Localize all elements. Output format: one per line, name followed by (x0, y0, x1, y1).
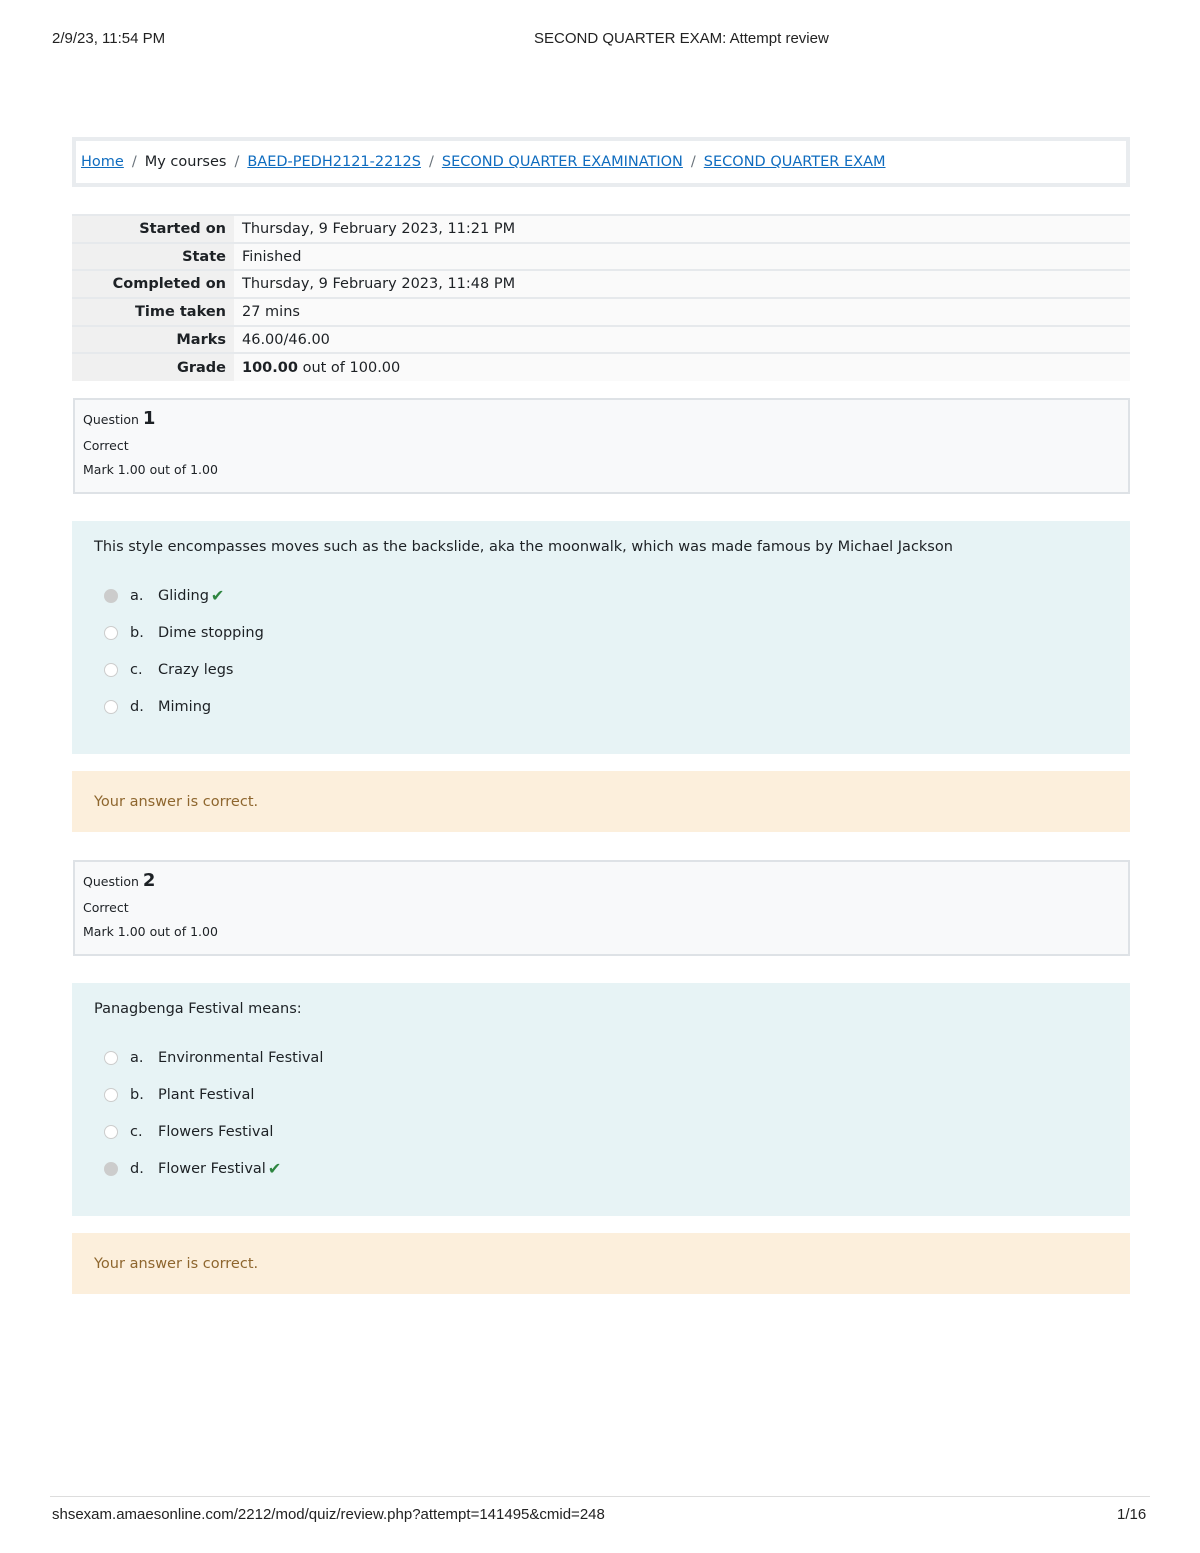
breadcrumb-course[interactable]: BAED-PEDH2121-2212S (247, 154, 421, 170)
answer-option[interactable] (104, 577, 1108, 614)
option-letter: d. (130, 698, 144, 715)
question-number: 2 (142, 870, 156, 891)
option-text: Crazy legs (158, 661, 234, 678)
breadcrumb-separator: / (690, 154, 696, 170)
grade-value: 100.00 (242, 359, 298, 376)
radio-button[interactable] (104, 700, 118, 714)
table-row (72, 298, 1130, 326)
feedback-box (72, 771, 1130, 832)
option-text: Gliding (158, 587, 209, 604)
option-letter: d. (130, 1160, 144, 1177)
row-value: Finished (234, 243, 1130, 271)
question-text: Panagbenga Festival means: (94, 1001, 302, 1017)
feedback-text: Your answer is correct. (94, 1255, 259, 1272)
breadcrumb-quiz[interactable]: SECOND QUARTER EXAM (703, 154, 886, 170)
answer-option[interactable] (104, 1076, 1108, 1113)
breadcrumb-separator: / (428, 154, 434, 170)
row-label: State (72, 243, 234, 271)
radio-button[interactable] (104, 1051, 118, 1065)
table-row (72, 353, 1130, 381)
feedback-text: Your answer is correct. (94, 793, 259, 810)
breadcrumb-my-courses: My courses (144, 154, 227, 170)
radio-button[interactable] (104, 589, 118, 603)
attempt-summary-table (72, 214, 1130, 381)
breadcrumb-section[interactable]: SECOND QUARTER EXAMINATION (441, 154, 683, 170)
check-icon: ✔ (267, 1159, 282, 1178)
radio-button[interactable] (104, 1088, 118, 1102)
print-datetime: 2/9/23, 11:54 PM (52, 30, 166, 47)
table-row (72, 243, 1130, 271)
table-row (72, 270, 1130, 298)
print-footer-divider (50, 1496, 1150, 1497)
question-text-block (72, 983, 1130, 1216)
question-info (73, 398, 1130, 494)
answer-option[interactable] (104, 1150, 1108, 1187)
option-letter: c. (130, 1123, 143, 1140)
answer-option[interactable] (104, 688, 1108, 725)
answer-option[interactable] (104, 1039, 1108, 1076)
answer-option[interactable] (104, 651, 1108, 688)
question-number: 1 (142, 408, 156, 429)
option-text: Plant Festival (158, 1086, 255, 1103)
row-label: Time taken (72, 298, 234, 326)
row-value (234, 353, 1130, 381)
radio-button[interactable] (104, 1162, 118, 1176)
question-mark: Mark 1.00 out of 1.00 (83, 462, 218, 477)
row-value: 46.00/46.00 (234, 326, 1130, 354)
question-info (73, 860, 1130, 956)
option-letter: c. (130, 661, 143, 678)
row-label: Marks (72, 326, 234, 354)
question-text-block (72, 521, 1130, 754)
radio-button[interactable] (104, 1125, 118, 1139)
row-value: Thursday, 9 February 2023, 11:48 PM (234, 270, 1130, 298)
option-text: Environmental Festival (158, 1049, 324, 1066)
question-label: Question (83, 412, 139, 427)
breadcrumb-separator: / (131, 154, 137, 170)
row-value: 27 mins (234, 298, 1130, 326)
option-letter: a. (130, 587, 144, 604)
answer-option[interactable] (104, 614, 1108, 651)
option-letter: b. (130, 624, 144, 641)
row-label: Grade (72, 353, 234, 381)
option-text: Flowers Festival (158, 1123, 274, 1140)
table-row (72, 326, 1130, 354)
print-title: SECOND QUARTER EXAM: Attempt review (534, 30, 829, 47)
question-text: This style encompasses moves such as the backslide, aka the moonwalk, which was made famous by Michael Jackson (94, 539, 953, 555)
breadcrumb-separator: / (234, 154, 240, 170)
question-status: Correct (83, 438, 129, 453)
option-text: Dime stopping (158, 624, 264, 641)
row-label: Completed on (72, 270, 234, 298)
option-text: Flower Festival (158, 1160, 266, 1177)
print-footer-url: shsexam.amaesonline.com/2212/mod/quiz/review.php?attempt=141495&cmid=248 (52, 1506, 605, 1523)
table-row (72, 215, 1130, 243)
print-footer-page: 1/16 (1117, 1506, 1147, 1523)
radio-button[interactable] (104, 626, 118, 640)
question-status: Correct (83, 900, 129, 915)
question-mark: Mark 1.00 out of 1.00 (83, 924, 218, 939)
option-letter: b. (130, 1086, 144, 1103)
grade-total: out of 100.00 (302, 359, 401, 376)
row-label: Started on (72, 215, 234, 243)
answer-option[interactable] (104, 1113, 1108, 1150)
option-text: Miming (158, 698, 212, 715)
feedback-box (72, 1233, 1130, 1294)
option-letter: a. (130, 1049, 144, 1066)
check-icon: ✔ (210, 586, 225, 605)
radio-button[interactable] (104, 663, 118, 677)
question-label: Question (83, 874, 139, 889)
row-value: Thursday, 9 February 2023, 11:21 PM (234, 215, 1130, 243)
breadcrumb-home[interactable]: Home (81, 154, 124, 170)
breadcrumb (72, 137, 1130, 187)
